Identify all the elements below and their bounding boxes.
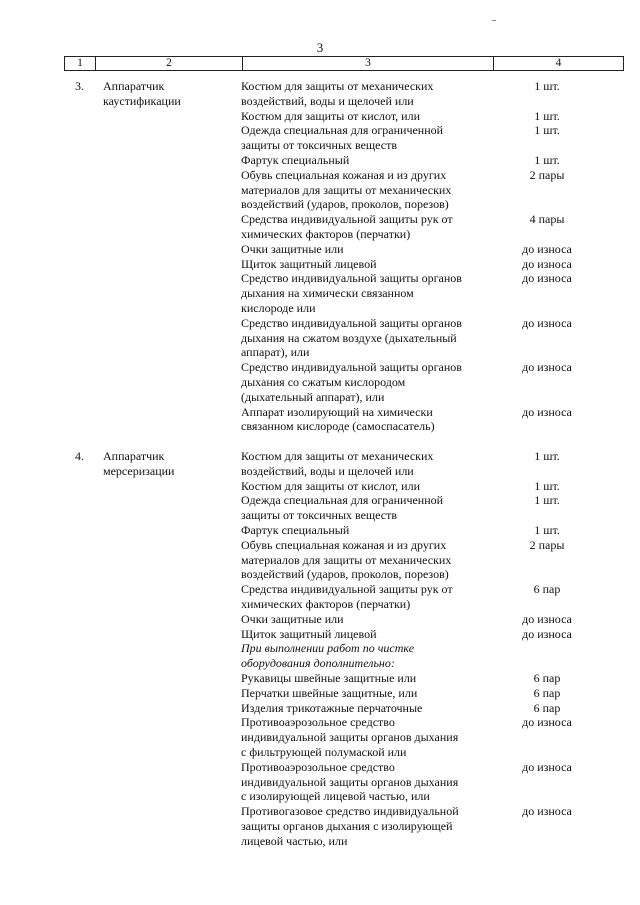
item-text-line: кислороде или [241, 301, 316, 315]
item-text-line: Костюм для защиты от кислот, или [241, 478, 420, 493]
item-text-line: защиты от токсичных веществ [241, 508, 398, 523]
item-text-line: Очки защитные или [241, 611, 344, 626]
quantity-norm: до износа [522, 715, 572, 730]
item-text-line: Противогазовое средство индивидуальной [241, 804, 459, 819]
item-text-line: Обувь специальная кожаная и из других [241, 167, 447, 182]
quantity-norm: до износа [522, 241, 572, 256]
item-text-line: Изделия трикотажные перчаточные [241, 700, 423, 715]
item-text-line: дыхания на сжатом воздухе (дыхательный [241, 330, 457, 345]
item-text-line: дыхания со сжатым кислородом [241, 375, 406, 389]
item-text-line: Аппарат изолирующий на химически [241, 404, 433, 419]
item-text-line: с фильтрующей полумаской или [241, 745, 407, 759]
quantity-norm: 6 пар [533, 685, 561, 700]
row-number: 4. [75, 449, 84, 463]
item-text-line: Средства индивидуальной защиты рук от [241, 212, 453, 227]
quantity-norm: до износа [522, 804, 572, 819]
quantity-norm: 1 шт. [534, 449, 560, 463]
item-text-line: воздействий (ударов, проколов, порезов) [241, 197, 449, 212]
quantity-norm: 1 шт. [534, 478, 560, 493]
item-text-line: индивидуальной защиты органов дыхания [241, 730, 459, 745]
quantity-norm: до износа [522, 759, 572, 774]
item-text-line: материалов для защиты от механических [241, 552, 452, 567]
item-text-line: лицевой частью, или [241, 833, 348, 848]
quantity-norm: 1 шт. [534, 123, 560, 138]
item-text-line: материалов для защиты от механических [241, 182, 452, 197]
page-number: 3 [316, 40, 324, 55]
item-text-line: Костюм для защиты от механических [241, 79, 434, 93]
item-text-line: аппарат), или [241, 345, 310, 360]
item-text-line: с изолирующей лицевой частью, или [241, 789, 430, 804]
item-text-line: Фартук специальный [241, 153, 350, 167]
item-text-line: Перчатки швейные защитные, или [241, 685, 418, 700]
quantity-norm: 1 шт. [534, 493, 560, 508]
item-text-line: Костюм для защиты от механических [241, 449, 434, 463]
item-text-line: Щиток защитный лицевой [241, 626, 377, 641]
quantity-norm: 4 пары [529, 212, 565, 227]
item-text-line: Средства индивидуальной защиты рук от [241, 582, 453, 597]
item-text-line: дыхания на химически связанном [241, 286, 414, 301]
quantity-norm: 1 шт. [534, 79, 560, 93]
quantity-norm: 6 пар [533, 700, 561, 715]
quantity-norm: 6 пар [533, 671, 561, 685]
item-text-line: индивидуальной защиты органов дыхания [241, 774, 459, 789]
item-text-line: Костюм для защиты от кислот, или [241, 108, 420, 123]
quantity-norm: 2 пары [529, 167, 565, 182]
quantity-norm: 6 пар [533, 582, 561, 597]
item-text-line: Рукавицы швейные защитные или [241, 671, 417, 685]
item-text-line: воздействий, воды и щелочей или [241, 463, 414, 478]
item-text-line: При выполнении работ по чистке [241, 641, 415, 656]
item-text-line: (дыхательный аппарат), или [241, 389, 385, 404]
item-text-line: защиты органов дыхания с изолирующей [241, 819, 453, 833]
quantity-norm: до износа [522, 611, 572, 626]
quantity-norm: до износа [522, 256, 572, 271]
quantity-norm: до износа [522, 360, 572, 375]
item-text-line: Щиток защитный лицевой [241, 256, 377, 271]
header-col-2: 2 [96, 57, 243, 70]
quantity-norm: до износа [522, 271, 572, 286]
header-col-1: 1 [65, 57, 96, 70]
item-text-line: Обувь специальная кожаная и из других [241, 537, 447, 552]
item-text-line: Противоаэрозольное средство [241, 715, 395, 730]
item-text-line: Средство индивидуальной защиты органов [241, 315, 462, 330]
row-number: 3. [75, 79, 84, 93]
item-text-line: оборудования дополнительно: [241, 656, 395, 671]
item-text-line: Очки защитные или [241, 241, 344, 256]
item-text-line: химических факторов (перчатки) [241, 227, 411, 241]
header-col-3: 3 [243, 57, 494, 70]
quantity-norm: до износа [522, 626, 572, 641]
item-text-line: Фартук специальный [241, 523, 350, 537]
job-title: Аппаратчик каустификации [103, 79, 181, 108]
item-text-line: Одежда специальная для ограниченной [241, 493, 444, 508]
item-text-line: воздействий, воды и щелочей или [241, 93, 414, 108]
item-text-line: химических факторов (перчатки) [241, 597, 411, 611]
item-text-line: Средство индивидуальной защиты органов [241, 360, 462, 375]
item-text-line: Противоаэрозольное средство [241, 759, 395, 774]
quantity-norm: 1 шт. [534, 153, 560, 167]
item-text-line: Одежда специальная для ограниченной [241, 123, 444, 138]
quantity-norm: 1 шт. [534, 108, 560, 123]
quantity-norm: 1 шт. [534, 523, 560, 537]
item-text-line: Средство индивидуальной защиты органов [241, 271, 462, 286]
item-text-line: воздействий (ударов, проколов, порезов) [241, 567, 449, 582]
table-header [64, 56, 624, 71]
quantity-norm: до износа [522, 315, 572, 330]
job-title: Аппаратчик мерсеризации [103, 449, 175, 478]
quantity-norm: 2 пары [529, 537, 565, 552]
scan-mark [492, 20, 496, 21]
quantity-norm: до износа [522, 404, 572, 419]
item-text-line: защиты от токсичных веществ [241, 138, 398, 153]
header-col-4: 4 [555, 57, 562, 69]
item-text-line: связанном кислороде (самоспасатель) [241, 419, 435, 434]
